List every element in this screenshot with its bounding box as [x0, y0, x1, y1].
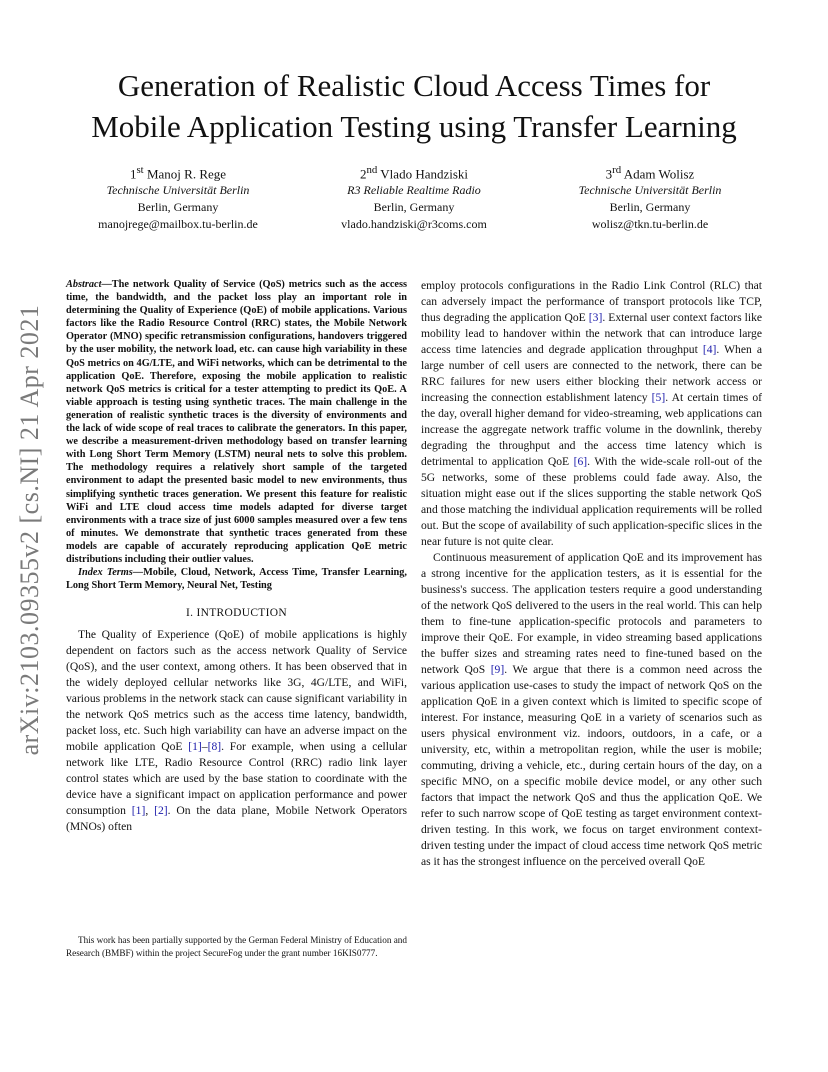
paragraph-text: . On the data plane, Mobile Network Operators (MNOs) often [66, 804, 407, 834]
footnote-text: This work has been partially supported by the German Federal Ministry of Education and Research (BMBF) within the project SecureFog under the grant number 16KIS0777. [66, 935, 407, 958]
author-name [532, 162, 768, 182]
author-email: wolisz@tkn.tu-berlin.de [591, 217, 709, 232]
paragraph-text: , [145, 804, 155, 818]
author-ordinal: 1 [129, 166, 137, 182]
abstract-text: —The network Quality of Service (QoS) metrics such as the access time, the bandwidth, and the packet loss play an important role in determining the Quality of Experience (QoE) of mobile applications. Various factors like the Radio Resource Control (RRC) states, the Mobile Network Operator (MNO) specific retransmission configurations, handovers triggered by the user mobility, the network load, etc. can cause high variability in these QoS metrics on 4G/LTE, and WiFi networks, which can be detrimental to the application QoE. Therefore, exposing the mobile application to realistic network QoS metrics is critical for a tester attempting to predict its QoE. A viable approach is testing using synthetic traces. The main challenge in the generation of realistic synthetic traces is the diversity of environments and the lack of wide scope of real traces to calibrate the generators. In this paper, we describe a measurement-driven methodology based on transfer learning with Long Short Term Memory (LSTM) neural nets to solve this problem. The methodology requires a relatively short sample of the targeted environment to adapt the presented basic model to new environments, thus simplifying synthetic traces generation. We present this feature for realistic WiFi and LTE cloud access time models adapted for diverse target environments with a trace size of just 6000 samples measured over a few tens of minutes. We demonstrate that synthetic traces generated from these models are capable of accurately reproducing application QoE metric distributions including their outlier values. [66, 279, 407, 565]
section-heading-introduction: I. INTRODUCTION [186, 607, 287, 620]
intro-paragraph-2 [421, 550, 762, 870]
paragraph-text: – [201, 740, 208, 754]
abstract-label: Abstract [66, 279, 102, 290]
citation-link[interactable]: [2] [154, 804, 168, 818]
paragraph-text: Continuous measurement of application QoE and its improvement has a strong incentive for the application testers, as it is essential for the business's success. The application testers require a good understanding of the network QoS delivered to the users in the real world. This can help them to fine-tune application-specific protocols and parameters to improve their QoE. For example, in video streaming based applications the buffer sizes and streaming rates need to fine-tuned based on the network QoS [421, 551, 762, 676]
abstract [66, 278, 407, 566]
citation-link[interactable]: [1] [188, 740, 202, 754]
author-email: manojrege@mailbox.tu-berlin.de [98, 217, 258, 232]
citation-link[interactable]: [8] [207, 740, 222, 754]
author-location: Berlin, Germany [137, 200, 219, 215]
author-name [296, 162, 532, 182]
author-1 [60, 162, 296, 233]
author-2 [296, 162, 532, 233]
paragraph-text: . For example, when using a cellular network like LTE, Radio Resource Control (RRC) radio link layer control states which are used by the base station to coordinate with the device have a significant impact on application performance and power consumption [66, 740, 407, 818]
author-fullname: Manoj R. Rege [146, 166, 227, 182]
citation-link[interactable]: [1] [131, 804, 146, 818]
right-column [421, 278, 762, 870]
citation-link[interactable]: [4] [702, 343, 717, 356]
author-location: Berlin, Germany [373, 200, 455, 215]
author-ordinal: 2 [359, 166, 367, 182]
paragraph-text: . External user context factors like mobility lead to handover within the network that can introduce large access time latencies and degrade application throughput [421, 311, 763, 356]
author-3 [532, 162, 768, 233]
citation-link[interactable]: [3] [588, 311, 603, 324]
author-email: vlado.handziski@r3coms.com [341, 217, 487, 232]
title-line-2: Mobile Application Testing using Transfer Learning [91, 109, 737, 144]
paragraph-text: . At certain times of the day, overall higher demand for video-streaming, web applications can increase the aggregate network traffic volume in the downlink, thereby degrading the throughput and the access time latency which is detrimental to application QoE [421, 391, 762, 468]
author-fullname: Vlado Handziski [380, 166, 469, 182]
citation-link[interactable]: [9] [490, 663, 505, 676]
index-terms-text: —Mobile, Cloud, Network, Access Time, Transfer Learning, Long Short Term Memory, Neural Net, Testing [66, 567, 407, 592]
paragraph-text: employ protocols configurations in the Radio Link Control (RLC) that can adversely impact the performance of transport protocols like TCP, thus degrading the application QoE [421, 279, 762, 324]
author-ordinal-suffix: st [136, 164, 144, 176]
index-terms [66, 566, 407, 592]
title-line-1: Generation of Realistic Cloud Access Times for [117, 68, 711, 103]
paper-title [0, 65, 828, 147]
author-location: Berlin, Germany [609, 200, 691, 215]
paragraph-text: . We argue that there is a common need across the various application use-cases to study the impact of network QoS on the application QoE in a given context which is limited to specific scope of interest. For instance, measuring QoE in a variety of scenarios such as users physical environment viz. indoors, outdoors, in a cafe, or a university, etc, within a metropolitan region, while the user is mobile; commuting, driving a vehicle, etc., during certain hours of the day, on a specific MNO, on a specific mobile device model, or any other such factors that impact the network QoS and thus the application QoE. We refer to such narrow scope of QoE testing as target environment context-driven testing. In this work, we focus on target environment context-driven testing under the impact of cloud access time network QoS metric as it has the strongest influence on the perceived overall QoE [421, 663, 762, 868]
author-ordinal-suffix: rd [612, 164, 622, 176]
arxiv-identifier: arXiv:2103.09355v2 [cs.NI] 21 Apr 2021 [15, 304, 44, 756]
author-affiliation: Technische Universität Berlin [578, 183, 722, 198]
index-terms-label: Index Terms [78, 567, 133, 579]
paragraph-text: . With the wide-scale roll-out of the 5G networks, some of these problems could fade away. Also, the situation might ease out if the slices supporting the stable network QoS and those matching the individual application requirements will be rolled out. But the scope of availability of such application-specific slices in the near future is not quite clear. [421, 455, 762, 548]
author-ordinal: 3 [605, 166, 613, 182]
footnote [66, 934, 407, 959]
intro-paragraph-1-continued [421, 278, 762, 550]
citation-link[interactable]: [5] [651, 391, 666, 404]
author-ordinal-suffix: nd [366, 164, 378, 176]
arxiv-sidebar [10, 290, 50, 770]
author-affiliation: R3 Reliable Realtime Radio [347, 183, 481, 198]
author-fullname: Adam Wolisz [623, 166, 695, 182]
author-affiliation: Technische Universität Berlin [106, 183, 250, 198]
paragraph-text: The Quality of Experience (QoE) of mobile applications is highly dependent on factors such as the access network Quality of Service (QoS), and the user context, among others. It has been observed that in the widely deployed cellular networks like 3G, 4G/LTE, and WiFi, various problems in the network stack can cause significant variability in the network QoS metrics such as the access time latency, bandwidth, packet loss, etc. Such high variability can have an adverse impact on the mobile application QoE [66, 628, 407, 754]
intro-paragraph-1 [66, 627, 407, 835]
left-column [66, 278, 407, 835]
author-block [60, 162, 768, 233]
paragraph-text: . When a large number of cell users are connected to the network, there can be RRC failures for new users either blocking their network access or increasing the connection establishment latency [421, 343, 762, 404]
author-name [60, 162, 296, 182]
citation-link[interactable]: [6] [573, 455, 588, 468]
